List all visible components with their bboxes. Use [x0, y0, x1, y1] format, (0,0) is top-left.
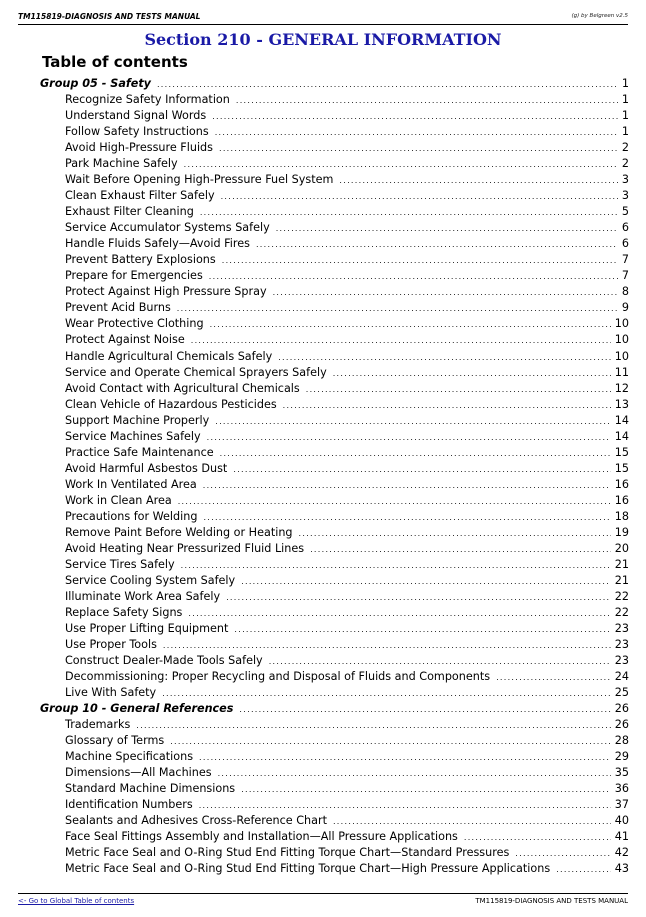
dot-leader [200, 205, 618, 221]
toc-entry-row[interactable] [65, 525, 629, 541]
toc-entry-label: Precautions for Welding [65, 509, 198, 523]
toc-entry-row[interactable] [65, 413, 629, 429]
toc-page-number: 13 [614, 397, 629, 411]
toc-entry-label: Follow Safety Instructions [65, 125, 209, 139]
toc-entry-row[interactable] [65, 108, 629, 124]
toc-page-number: 10 [614, 317, 629, 331]
dot-leader [556, 862, 611, 878]
toc-group-label: Group 05 - Safety [40, 77, 151, 90]
footer-manual-title: TM115819-DIAGNOSIS AND TESTS MANUAL [475, 897, 628, 905]
toc-entry-row[interactable] [65, 829, 629, 845]
toc-page-number: 1 [621, 109, 629, 123]
toc-page-number: 6 [621, 221, 629, 235]
toc-entry-row[interactable] [65, 813, 629, 829]
dot-leader [239, 702, 610, 718]
dot-leader [188, 606, 610, 622]
header-credit: (g) by Belgreen v2.5 [571, 13, 628, 19]
dot-leader [191, 333, 611, 349]
toc-entry-row[interactable] [65, 381, 629, 397]
toc-entry-row[interactable] [65, 621, 629, 637]
dot-leader [234, 622, 610, 638]
toc-entry-row[interactable] [65, 669, 629, 685]
dot-leader [226, 590, 611, 606]
dot-leader [333, 366, 611, 382]
toc-page-number: 2 [621, 157, 629, 171]
toc-page-number: 42 [614, 846, 629, 860]
toc-entry-label: Standard Machine Dimensions [65, 782, 236, 796]
toc-entry-row[interactable] [65, 509, 629, 525]
toc-entry-label: Service Cooling System Safely [65, 573, 236, 587]
toc-entry-row[interactable] [65, 236, 629, 252]
toc-entry-label: Metric Face Seal and O-Ring Stud End Fitting Torque Chart—High Pressure Applications [65, 862, 551, 876]
dot-leader [256, 237, 618, 253]
toc-entry-label: Sealants and Adhesives Cross-Reference Chart [65, 814, 327, 828]
toc-entry-label: Avoid Contact with Agricultural Chemicals [65, 381, 300, 395]
toc-page-number: 28 [614, 734, 629, 748]
toc-page-number: 6 [621, 237, 629, 251]
toc-entry-row[interactable] [65, 685, 629, 701]
toc-entry-row[interactable] [65, 589, 629, 605]
toc-page-number: 7 [621, 269, 629, 283]
toc-entry-row[interactable] [65, 429, 629, 445]
toc-entry-row[interactable] [65, 477, 629, 493]
toc-entry-row[interactable] [65, 605, 629, 621]
toc-page-number: 16 [614, 477, 629, 491]
toc-entry-label: Decommissioning: Proper Recycling and Disposal of Fluids and Components [65, 670, 491, 684]
toc-entry-row[interactable] [65, 316, 629, 332]
toc-entry-row[interactable] [65, 765, 629, 781]
toc-page-number: 22 [614, 605, 629, 619]
toc-title: Table of contents [42, 53, 188, 71]
toc-entry-label: Service and Operate Chemical Sprayers Safely [65, 365, 327, 379]
toc-page-number: 14 [614, 429, 629, 443]
dot-leader [203, 478, 611, 494]
toc-page-number: 1 [621, 77, 629, 90]
toc-entry-label: Machine Specifications [65, 750, 194, 764]
toc-page-number: 29 [614, 750, 629, 764]
dot-leader [283, 398, 611, 414]
dot-leader [241, 782, 611, 798]
toc-entry-row[interactable] [65, 845, 629, 861]
toc-entry-row[interactable] [65, 749, 629, 765]
toc-entry-row[interactable] [65, 268, 629, 284]
toc-page-number: 23 [614, 654, 629, 668]
toc-entry-row[interactable] [65, 252, 629, 268]
toc-entry-row[interactable] [65, 781, 629, 797]
toc-entry-label: Protect Against Noise [65, 333, 185, 347]
toc-entry-label: Metric Face Seal and O-Ring Stud End Fitting Torque Chart—Standard Pressures [65, 846, 510, 860]
dot-leader [273, 285, 618, 301]
dot-leader [203, 510, 610, 526]
dot-leader [236, 93, 618, 109]
toc-entry-row[interactable] [65, 332, 629, 348]
dot-leader [210, 317, 611, 333]
toc-entry-label: Support Machine Properly [65, 413, 210, 427]
toc-entry-label: Work in Clean Area [65, 493, 172, 507]
dot-leader [306, 382, 611, 398]
toc-page-number: 8 [621, 285, 629, 299]
toc-page-number: 16 [614, 493, 629, 507]
dot-leader [136, 718, 610, 734]
toc-page-number: 5 [621, 205, 629, 219]
toc-entry-row[interactable] [65, 557, 629, 573]
dot-leader [215, 125, 618, 141]
toc-page-number: 26 [614, 718, 629, 732]
dot-leader [170, 734, 611, 750]
toc-entry-label: Prevent Acid Burns [65, 301, 171, 315]
toc-entry-label: Service Tires Safely [65, 557, 175, 571]
dot-leader [241, 574, 611, 590]
toc-page-number: 22 [614, 589, 629, 603]
dot-leader [515, 846, 610, 862]
toc-entry-label: Prepare for Emergencies [65, 269, 203, 283]
dot-leader [184, 157, 618, 173]
toc-entry-label: Practice Safe Maintenance [65, 445, 214, 459]
toc-entry-label: Identification Numbers [65, 798, 193, 812]
toc-entry-row[interactable] [65, 493, 629, 509]
toc-page-number: 1 [621, 93, 629, 107]
section-title: Section 210 - GENERAL INFORMATION [144, 30, 502, 49]
toc-entry-label: Protect Against High Pressure Spray [65, 285, 267, 299]
dot-leader [339, 173, 617, 189]
dot-leader [218, 766, 611, 782]
toc-entry-label: Avoid Harmful Asbestos Dust [65, 461, 228, 475]
toc-page-number: 41 [614, 830, 629, 844]
toc-entry-row[interactable] [65, 124, 629, 140]
toc-page-number: 3 [621, 173, 629, 187]
toc-entry-row[interactable] [65, 445, 629, 461]
toc-page-number: 26 [614, 702, 629, 716]
toc-entry-label: Recognize Safety Information [65, 93, 230, 107]
toc-page-number: 24 [614, 670, 629, 684]
toc-entry-row[interactable] [65, 397, 629, 413]
toc-entry-label: Wear Protective Clothing [65, 317, 204, 331]
dot-leader [162, 686, 611, 702]
dot-leader [269, 654, 611, 670]
toc-entry-row[interactable] [65, 140, 629, 156]
global-toc-link[interactable]: <- Go to Global Table of contents [18, 897, 135, 905]
toc-entry-row[interactable] [65, 188, 629, 204]
toc-entry-label: Construct Dealer-Made Tools Safely [65, 654, 263, 668]
toc-page-number: 1 [621, 125, 629, 139]
dot-leader [299, 526, 611, 542]
dot-leader [163, 638, 611, 654]
toc-entry-label: Use Proper Lifting Equipment [65, 622, 229, 636]
dot-leader [222, 253, 618, 269]
dot-leader [464, 830, 611, 846]
toc-entry-label: Avoid High-Pressure Fluids [65, 141, 213, 155]
toc-entry-row[interactable] [65, 717, 629, 733]
toc-page-number: 19 [614, 525, 629, 539]
toc-entry-label: Work In Ventilated Area [65, 477, 197, 491]
dot-leader [496, 670, 611, 686]
toc-page-number: 35 [614, 766, 629, 780]
toc-page-number: 36 [614, 782, 629, 796]
toc-entry-row[interactable] [65, 573, 629, 589]
toc-page-number: 18 [614, 509, 629, 523]
dot-leader [212, 109, 618, 125]
toc-page-number: 43 [614, 862, 629, 876]
toc-entry-row[interactable] [65, 300, 629, 316]
dot-leader [278, 350, 611, 366]
dot-leader [220, 446, 611, 462]
toc-entry-row[interactable] [65, 541, 629, 557]
toc-page-number: 9 [621, 301, 629, 315]
page-footer [18, 893, 628, 908]
toc-group-row[interactable] [40, 76, 629, 92]
dot-leader [209, 269, 618, 285]
toc-page-number: 23 [614, 638, 629, 652]
toc-entry-label: Handle Fluids Safely—Avoid Fires [65, 237, 250, 251]
toc-page-number: 25 [614, 686, 629, 700]
toc-entry-label: Dimensions—All Machines [65, 766, 212, 780]
toc-page-number: 15 [614, 445, 629, 459]
toc-group-label: Group 10 - General References [40, 702, 234, 716]
toc-entry-label: Live With Safety [65, 686, 157, 700]
toc-entry-row[interactable] [65, 461, 629, 477]
dot-leader [207, 430, 611, 446]
dot-leader [157, 77, 618, 93]
dot-leader [221, 189, 618, 205]
toc-entry-row[interactable] [65, 92, 629, 108]
toc-page-number: 37 [614, 798, 629, 812]
dot-leader [199, 798, 611, 814]
toc-entry-label: Park Machine Safely [65, 157, 178, 171]
toc-entry-row[interactable] [65, 797, 629, 813]
toc-entry-label: Clean Exhaust Filter Safely [65, 189, 215, 203]
toc-entry-label: Use Proper Tools [65, 638, 157, 652]
toc-entry-label: Glossary of Terms [65, 734, 165, 748]
toc-entry-row[interactable] [65, 204, 629, 220]
toc-entry-row[interactable] [65, 349, 629, 365]
toc-entry-label: Prevent Battery Explosions [65, 253, 216, 267]
toc-page-number: 21 [614, 557, 629, 571]
toc-entry-row[interactable] [65, 365, 629, 381]
dot-leader [199, 750, 611, 766]
toc-entry-label: Avoid Heating Near Pressurized Fluid Lines [65, 541, 305, 555]
toc-entry-row[interactable] [65, 733, 629, 749]
toc-page-number: 10 [614, 333, 629, 347]
toc-page-number: 23 [614, 622, 629, 636]
toc-page-number: 2 [621, 141, 629, 155]
toc-entry-row[interactable] [65, 284, 629, 300]
dot-leader [178, 494, 611, 510]
toc-entry-label: Service Accumulator Systems Safely [65, 221, 270, 235]
toc-entry-label: Understand Signal Words [65, 109, 207, 123]
toc-page-number: 12 [614, 381, 629, 395]
dot-leader [181, 558, 611, 574]
dot-leader [219, 141, 618, 157]
toc-entry-label: Illuminate Work Area Safely [65, 589, 221, 603]
toc-group-row[interactable] [40, 701, 629, 717]
dot-leader [215, 414, 611, 430]
dot-leader [276, 221, 618, 237]
toc-page-number: 20 [614, 541, 629, 555]
toc-page-number: 15 [614, 461, 629, 475]
toc-page-number: 21 [614, 573, 629, 587]
toc-entry-row[interactable] [65, 156, 629, 172]
header-manual-title: TM115819-DIAGNOSIS AND TESTS MANUAL [18, 12, 201, 21]
toc-page-number: 7 [621, 253, 629, 267]
toc-entry-label: Trademarks [65, 718, 131, 732]
toc-page-number: 3 [621, 189, 629, 203]
dot-leader [177, 301, 618, 317]
toc-page-number: 10 [614, 349, 629, 363]
page-header [18, 12, 628, 25]
toc-entry-label: Remove Paint Before Welding or Heating [65, 525, 293, 539]
toc-entry-row[interactable] [65, 220, 629, 236]
toc-entry-label: Clean Vehicle of Hazardous Pesticides [65, 397, 277, 411]
toc-page-number: 14 [614, 413, 629, 427]
toc-entry-label: Service Machines Safely [65, 429, 201, 443]
dot-leader [333, 814, 611, 830]
toc-entry-label: Handle Agricultural Chemicals Safely [65, 349, 273, 363]
toc-entry-label: Replace Safety Signs [65, 605, 183, 619]
dot-leader [233, 462, 610, 478]
toc-entry-row[interactable] [65, 653, 629, 669]
toc-page-number: 40 [614, 814, 629, 828]
toc-entry-row[interactable] [65, 637, 629, 653]
toc-entry-label: Wait Before Opening High-Pressure Fuel System [65, 173, 334, 187]
toc-entry-label: Face Seal Fittings Assembly and Installation—All Pressure Applications [65, 830, 458, 844]
toc-entry-label: Exhaust Filter Cleaning [65, 205, 194, 219]
toc-entry-row[interactable] [65, 172, 629, 188]
toc-page-number: 11 [614, 365, 629, 379]
toc-entry-row[interactable] [65, 861, 629, 877]
dot-leader [310, 542, 611, 558]
